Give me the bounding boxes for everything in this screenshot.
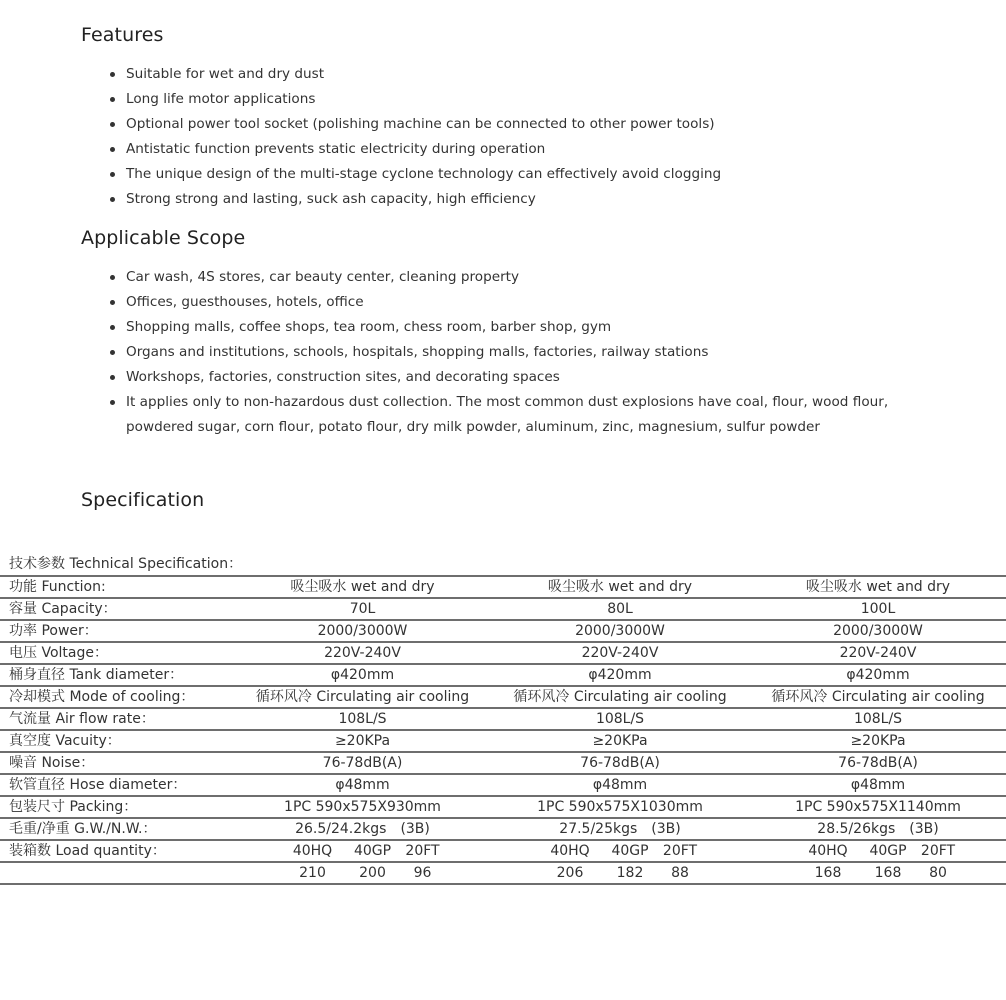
spec-value: ≥20KPa bbox=[235, 730, 490, 752]
spec-label: 功能 Function: bbox=[0, 576, 235, 598]
spec-value: φ48mm bbox=[750, 774, 1006, 796]
spec-table bbox=[0, 575, 1006, 885]
spec-label: 气流量 Air flow rate： bbox=[0, 708, 235, 730]
spec-value: 1PC 590x575X1140mm bbox=[750, 796, 1006, 818]
load-quantity-headers bbox=[490, 840, 750, 862]
list-item: Suitable for wet and dry dust bbox=[126, 62, 946, 87]
load-quantity-values-row bbox=[0, 862, 1006, 884]
spec-value: 吸尘吸水 wet and dry bbox=[490, 576, 750, 598]
container-type: 40GP bbox=[611, 843, 649, 859]
spec-value: 26.5/24.2kgs (3B) bbox=[235, 818, 490, 840]
spec-value: 循环风冷 Circulating air cooling bbox=[490, 686, 750, 708]
spec-value: 108L/S bbox=[490, 708, 750, 730]
list-item: The unique design of the multi-stage cyclone technology can effectively avoid clogging bbox=[126, 162, 946, 187]
quantity-value: 80 bbox=[929, 865, 947, 881]
spec-value: 27.5/25kgs (3B) bbox=[490, 818, 750, 840]
quantity-value: 182 bbox=[616, 865, 644, 881]
spec-value: φ48mm bbox=[235, 774, 490, 796]
list-item: Car wash, 4S stores, car beauty center, cleaning property bbox=[126, 265, 946, 290]
spec-value: 1PC 590x575X1030mm bbox=[490, 796, 750, 818]
spec-value: 2000/3000W bbox=[235, 620, 490, 642]
spec-label: 桶身直径 Tank diameter： bbox=[0, 664, 235, 686]
container-type: 40HQ bbox=[292, 843, 333, 859]
qty-group bbox=[540, 863, 700, 883]
spec-value: 220V-240V bbox=[490, 642, 750, 664]
spec-value: 76-78dB(A) bbox=[235, 752, 490, 774]
applicable-scope-heading: Applicable Scope bbox=[81, 227, 246, 249]
list-item: Workshops, factories, construction sites, and decorating spaces bbox=[126, 365, 946, 390]
spec-value: 80L bbox=[490, 598, 750, 620]
spec-value: φ420mm bbox=[750, 664, 1006, 686]
qty-group bbox=[540, 841, 700, 861]
spec-value: 220V-240V bbox=[235, 642, 490, 664]
spec-value: 循环风冷 Circulating air cooling bbox=[750, 686, 1006, 708]
container-type: 20FT bbox=[920, 843, 956, 859]
container-type: 20FT bbox=[662, 843, 698, 859]
spec-row bbox=[0, 708, 1006, 730]
quantity-value: 200 bbox=[359, 865, 386, 881]
spec-value: 76-78dB(A) bbox=[750, 752, 1006, 774]
specification-heading: Specification bbox=[81, 489, 205, 511]
spec-label: 电压 Voltage： bbox=[0, 642, 235, 664]
spec-row bbox=[0, 598, 1006, 620]
spec-row bbox=[0, 774, 1006, 796]
list-item: Shopping malls, coffee shops, tea room, chess room, barber shop, gym bbox=[126, 315, 946, 340]
container-type: 20FT bbox=[405, 843, 440, 859]
list-item: Organs and institutions, schools, hospitals, shopping malls, factories, railway stations bbox=[126, 340, 946, 365]
quantity-value: 168 bbox=[874, 865, 902, 881]
spec-value: 70L bbox=[235, 598, 490, 620]
spec-label: 容量 Capacity： bbox=[0, 598, 235, 620]
qty-group bbox=[798, 841, 958, 861]
spec-row bbox=[0, 752, 1006, 774]
spec-value: 2000/3000W bbox=[750, 620, 1006, 642]
qty-group bbox=[283, 841, 443, 861]
quantity-value: 88 bbox=[671, 865, 689, 881]
spec-value: 28.5/26kgs (3B) bbox=[750, 818, 1006, 840]
load-quantity-headers bbox=[235, 840, 490, 862]
spec-label: 毛重/净重 G.W./N.W.： bbox=[0, 818, 235, 840]
spec-value: φ420mm bbox=[490, 664, 750, 686]
features-heading: Features bbox=[81, 24, 164, 46]
spec-value: ≥20KPa bbox=[750, 730, 1006, 752]
spec-value: 220V-240V bbox=[750, 642, 1006, 664]
load-quantity-row bbox=[0, 840, 1006, 862]
quantity-value: 206 bbox=[556, 865, 584, 881]
spec-value: 100L bbox=[750, 598, 1006, 620]
list-item: Antistatic function prevents static electricity during operation bbox=[126, 137, 946, 162]
spec-row bbox=[0, 686, 1006, 708]
spec-value: 2000/3000W bbox=[490, 620, 750, 642]
spec-caption: 技术参数 Technical Specification： bbox=[9, 556, 243, 572]
spec-value: 76-78dB(A) bbox=[490, 752, 750, 774]
spec-row bbox=[0, 664, 1006, 686]
spec-row bbox=[0, 796, 1006, 818]
spec-label: 功率 Power： bbox=[0, 620, 235, 642]
container-type: 40HQ bbox=[808, 843, 848, 859]
quantity-value: 96 bbox=[413, 865, 432, 881]
spec-value: 108L/S bbox=[235, 708, 490, 730]
spec-value: φ420mm bbox=[235, 664, 490, 686]
quantity-value: 168 bbox=[814, 865, 842, 881]
container-type: 40GP bbox=[869, 843, 907, 859]
spec-value: 循环风冷 Circulating air cooling bbox=[235, 686, 490, 708]
load-quantity-values bbox=[235, 862, 490, 884]
list-item: Strong strong and lasting, suck ash capacity, high efficiency bbox=[126, 187, 946, 212]
load-quantity-values bbox=[750, 862, 1006, 884]
spec-value: 吸尘吸水 wet and dry bbox=[235, 576, 490, 598]
spec-label: 冷却模式 Mode of cooling： bbox=[0, 686, 235, 708]
spec-label: 真空度 Vacuity： bbox=[0, 730, 235, 752]
load-quantity-headers bbox=[750, 840, 1006, 862]
spec-value: 108L/S bbox=[750, 708, 1006, 730]
spec-row bbox=[0, 620, 1006, 642]
features-list bbox=[81, 62, 946, 212]
spec-row bbox=[0, 730, 1006, 752]
qty-group bbox=[283, 863, 443, 883]
list-item: Optional power tool socket (polishing machine can be connected to other power tools) bbox=[126, 112, 946, 137]
list-item: It applies only to non-hazardous dust collection. The most common dust explosions have coal, flour, wood flour, powdered sugar, corn flour, potato flour, dry milk powder, aluminum, zinc, magnesium, sulfur powder bbox=[126, 390, 946, 440]
spec-row bbox=[0, 642, 1006, 664]
container-type: 40HQ bbox=[550, 843, 590, 859]
container-type: 40GP bbox=[353, 843, 392, 859]
spec-value: ≥20KPa bbox=[490, 730, 750, 752]
spec-label: 包装尺寸 Packing： bbox=[0, 796, 235, 818]
list-item: Long life motor applications bbox=[126, 87, 946, 112]
quantity-value: 210 bbox=[299, 865, 326, 881]
spec-value: φ48mm bbox=[490, 774, 750, 796]
spec-label: 噪音 Noise： bbox=[0, 752, 235, 774]
spec-value: 1PC 590x575X930mm bbox=[235, 796, 490, 818]
qty-group bbox=[798, 863, 958, 883]
spec-row bbox=[0, 576, 1006, 598]
spec-label: 装箱数 Load quantity： bbox=[0, 840, 235, 862]
spec-label-empty bbox=[0, 862, 235, 884]
scope-list bbox=[81, 265, 946, 440]
spec-value: 吸尘吸水 wet and dry bbox=[750, 576, 1006, 598]
spec-row bbox=[0, 818, 1006, 840]
load-quantity-values bbox=[490, 862, 750, 884]
spec-label: 软管直径 Hose diameter： bbox=[0, 774, 235, 796]
list-item: Offices, guesthouses, hotels, office bbox=[126, 290, 946, 315]
